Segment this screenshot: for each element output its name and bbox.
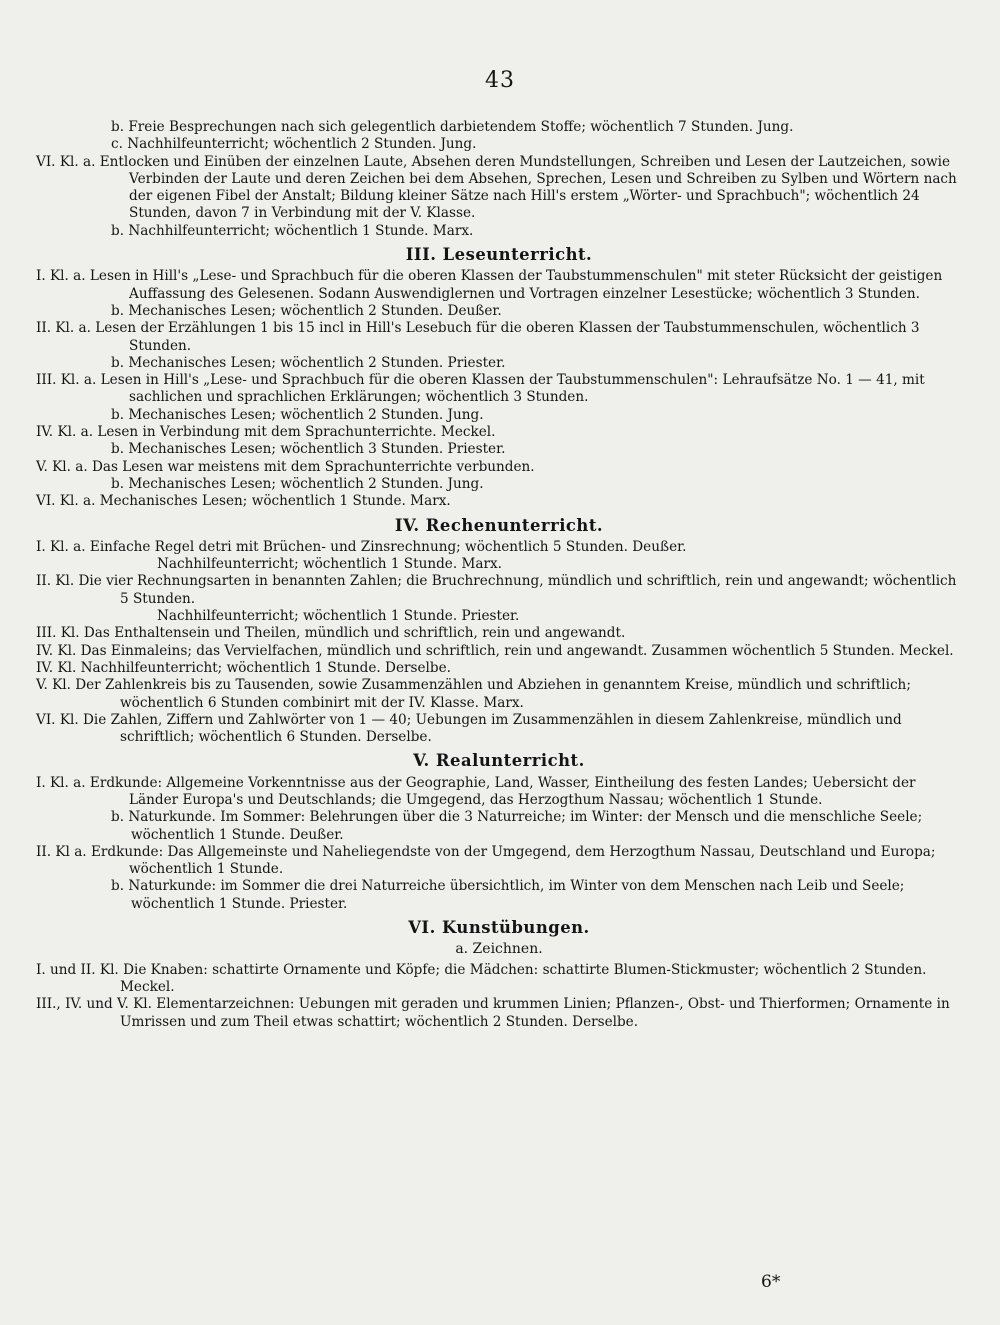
- text-line: b. Nachhilfeunterricht; wöchentlich 1 Stunde. Marx.: [111, 222, 474, 239]
- page-number: 43: [485, 68, 515, 93]
- text-line: c. Nachhilfeunterricht; wöchentlich 2 Stunden. Jung.: [111, 136, 477, 153]
- subsection-heading-zeichnen: a. Zeichnen.: [455, 941, 543, 958]
- text-line: Nachhilfeunterricht; wöchentlich 1 Stunde. Marx.: [157, 556, 502, 573]
- text-body: [36, 119, 962, 1031]
- text-line: b. Naturkunde: im Sommer die drei Naturreiche übersichtlich, im Winter von dem Menschen nach Leib und Seele; wöchentlich 1 Stunde. Priester.: [111, 878, 905, 912]
- text-line: IV. Kl. Nachhilfeunterricht; wöchentlich 1 Stunde. Derselbe.: [36, 659, 451, 676]
- text-line: IV. Kl. a. Lesen in Verbindung mit dem Sprachunterrichte. Meckel.: [36, 424, 496, 441]
- text-line: III. Kl. a. Lesen in Hill's „Lese- und Sprachbuch für die oberen Klassen der Taubstummenschulen": Lehraufsätze No. 1 — 41, mit sachlichen und sprachlichen Erklärungen; wöchentlich 3 Stunden.: [36, 372, 925, 406]
- text-line: b. Mechanisches Lesen; wöchentlich 3 Stunden. Priester.: [111, 441, 506, 458]
- text-line: II. Kl a. Erdkunde: Das Allgemeinste und Naheliegendste von der Umgegend, dem Herzogthum Nassau, Deutschland und Europa; wöchentlich 1 Stunde.: [36, 843, 936, 878]
- text-line: b. Mechanisches Lesen; wöchentlich 2 Stunden. Jung.: [111, 475, 484, 492]
- text-line: V. Kl. a. Das Lesen war meistens mit dem Sprachunterrichte verbunden.: [36, 458, 535, 475]
- text-line: I. Kl. a. Erdkunde: Allgemeine Vorkenntnisse aus der Geographie, Land, Wasser, Eintheilung des festen Landes; Uebersicht der Länder Europa's und Deutschlands; die Umgegend, das Herzogthum Nassau; wöchentlich 1 Stunde.: [36, 774, 916, 808]
- text-line: VI. Kl. a. Mechanisches Lesen; wöchentlich 1 Stunde. Marx.: [36, 493, 451, 510]
- text-line: VI. Kl. Die Zahlen, Ziffern und Zahlwörter von 1 — 40; Uebungen im Zusammenzählen in diesem Zahlenkreise, mündlich und schriftlich; wöchentlich 6 Stunden. Derselbe.: [36, 711, 902, 746]
- text-line: V. Kl. Der Zahlenkreis bis zu Tausenden, sowie Zusammenzählen und Abziehen in genanntem Kreise, mündlich und schriftlich; wöchentlich 6 Stunden combinirt mit der IV. Klasse. Marx.: [36, 677, 911, 711]
- printer-signature: 6*: [761, 1272, 781, 1292]
- text-line: I. Kl. a. Lesen in Hill's „Lese- und Sprachbuch für die oberen Klassen der Taubstummenschulen" mit steter Rücksicht der geistigen Auffassung des Gelesenen. Sodann Auswendiglernen und Vortragen einzelner Lesestücke; wöchentlich 3 Stunden.: [36, 268, 943, 302]
- text-line: I. Kl. a. Einfache Regel detri mit Brüchen- und Zinsrechnung; wöchentlich 5 Stunden. Deußer.: [36, 538, 687, 555]
- text-line: b. Freie Besprechungen nach sich gelegentlich darbietendem Stoffe; wöchentlich 7 Stunden. Jung.: [111, 119, 794, 135]
- section-heading-kunst: VI. Kunstübungen.: [408, 918, 590, 938]
- text-line: b. Mechanisches Lesen; wöchentlich 2 Stunden. Deußer.: [111, 302, 502, 319]
- text-line: II. Kl. Die vier Rechnungsarten in benannten Zahlen; die Bruchrechnung, mündlich und schriftlich, rein und angewandt; wöchentlich 5 Stunden.: [36, 573, 957, 607]
- text-line: III., IV. und V. Kl. Elementarzeichnen: Uebungen mit geraden und krummen Linien; Pflanzen-, Obst- und Thierformen; Ornamente in Umrissen und zum Theil etwas schattirt; wöchentlich 2 Stunden. Derselbe.: [36, 996, 950, 1030]
- section-heading-rechnen: IV. Rechenunterricht.: [394, 515, 604, 535]
- section-heading-lesen: III. Leseunterricht.: [405, 245, 593, 265]
- text-line: IV. Kl. Das Einmaleins; das Vervielfachen, mündlich und schriftlich, rein und angewandt. Zusammen wöchentlich 5 Stunden. Meckel.: [36, 642, 954, 659]
- text-line: b. Mechanisches Lesen; wöchentlich 2 Stunden. Jung.: [111, 406, 484, 423]
- text-line: Nachhilfeunterricht; wöchentlich 1 Stunde. Priester.: [157, 608, 520, 625]
- text-line: b. Mechanisches Lesen; wöchentlich 2 Stunden. Priester.: [111, 354, 506, 371]
- text-line: III. Kl. Das Enthaltensein und Theilen, mündlich und schriftlich, rein und angewandt.: [36, 625, 626, 642]
- text-line: II. Kl. a. Lesen der Erzählungen 1 bis 15 incl in Hill's Lesebuch für die oberen Klassen der Taubstummenschulen, wöchentlich 3 Stunden.: [36, 320, 920, 354]
- text-line: VI. Kl. a. Entlocken und Einüben der einzelnen Laute, Absehen deren Mundstellungen, Schreiben und Lesen der Lautzeichen, sowie Verbinden der Laute und deren Zeichen bei dem Absehen, Sprechen, Lesen und Schreiben zu Sylben und Wörtern nach der eigenen Fibel der Anstalt; Bildung kleiner Sätze nach Hill's erstem „Wörter- und Sprachbuch"; wöchentlich 24 Stunden, davon 7 in Verbindung mit der V. Klasse.: [36, 153, 957, 222]
- section-heading-real: V. Realunterricht.: [413, 751, 585, 771]
- text-line: I. und II. Kl. Die Knaben: schattirte Ornamente und Köpfe; die Mädchen: schattirte Blumen-Stickmuster; wöchentlich 2 Stunden. Meckel.: [36, 961, 927, 995]
- text-line: b. Naturkunde. Im Sommer: Belehrungen über die 3 Naturreiche; im Winter: der Mensch und die menschliche Seele; wöchentlich 1 Stunde. Deußer.: [111, 809, 923, 843]
